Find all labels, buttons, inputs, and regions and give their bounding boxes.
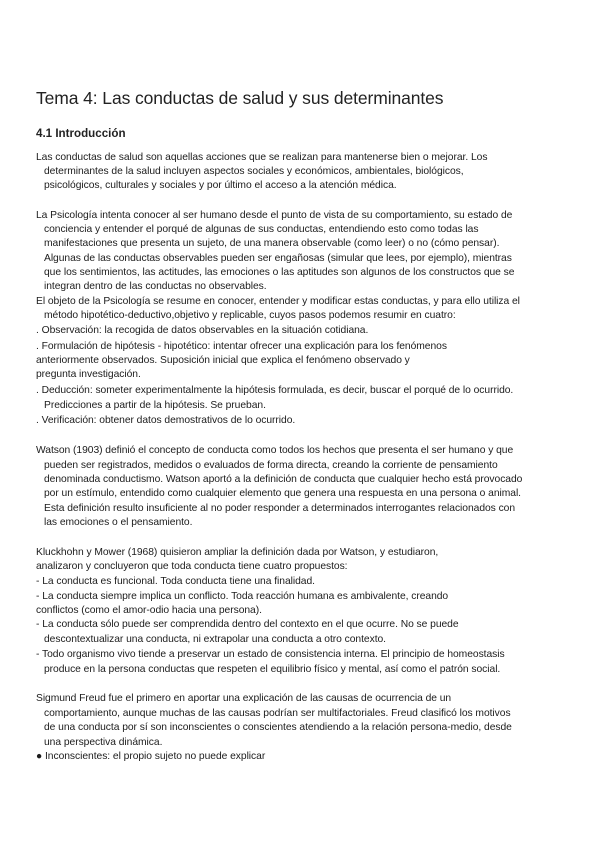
text-line: anteriormente observados. Suposición inicial que explica el fenómeno observado y <box>36 355 410 366</box>
text-line: por un estímulo, entendido como cualquier elemento que genera una respuesta en una persona o animal. <box>44 488 521 499</box>
text-line: de una conducta por sí son inconscientes o conscientes atendiendo a la relación persona-medio, desde <box>44 722 512 733</box>
text-line: Esta definición resulto insuficiente al no poder responder a determinados interrogantes relacionados con <box>44 503 516 514</box>
text-line: pregunta investigación. <box>36 369 141 380</box>
section-heading: 4.1 Introducción <box>36 127 126 140</box>
text-line: las emociones o el pensamiento. <box>44 517 193 528</box>
text-line: conflictos (como el amor-odio hacia una persona). <box>36 605 262 616</box>
text-line: denominada conductismo. Watson aportó a la definición de conducta que cualquier hecho está provocado <box>44 474 523 485</box>
text-line: Predicciones a partir de la hipótesis. Se prueban. <box>44 400 266 411</box>
text-line: manifestaciones que presenta un sujeto, de una manera observable (como leer) o no (cómo pensar). <box>44 238 500 249</box>
text-line: produce en la persona conductas que respeten el equilibrio físico y mental, así como el patrón social. <box>44 664 501 675</box>
text-line: que los sentimientos, las actitudes, las emociones o las aptitudes son algunos de los constructos que se <box>44 267 515 278</box>
text-line: conciencia y entender el porqué de algunas de sus conductas, entendiendo esto como todas las <box>44 224 479 235</box>
text-line: La Psicología intenta conocer al ser humano desde el punto de vista de su comportamiento, su estado de <box>36 210 513 221</box>
list-item: ● Inconscientes: el propio sujeto no puede explicar <box>36 751 266 762</box>
list-item: - Todo organismo vivo tiende a preservar un estado de consistencia interna. El principio de homeostasis <box>36 649 505 660</box>
list-item: . Observación: la recogida de datos observables en la situación cotidiana. <box>36 325 369 336</box>
list-item: . Formulación de hipótesis - hipotético: intentar ofrecer una explicación para los fenómenos <box>36 341 447 352</box>
page-title: Tema 4: Las conductas de salud y sus determinantes <box>36 88 444 108</box>
text-line: Kluckhohn y Mower (1968) quisieron ampliar la definición dada por Watson, y estudiaron, <box>36 547 439 558</box>
list-item: . Verificación: obtener datos demostrativos de lo ocurrido. <box>36 415 296 426</box>
list-item: - La conducta sólo puede ser comprendida dentro del contexto en el que ocurre. No se puede <box>36 619 459 630</box>
text-line: una perspectiva dinámica. <box>44 737 163 748</box>
text-line: analizaron y concluyeron que toda conducta tiene cuatro propuestos: <box>36 561 348 572</box>
text-line: Las conductas de salud son aquellas acciones que se realizan para mantenerse bien o mejorar. Los <box>36 152 488 163</box>
text-line: determinantes de la salud incluyen aspectos sociales y económicos, ambientales, biológicos, <box>44 166 464 177</box>
list-item: - La conducta es funcional. Toda conducta tiene una finalidad. <box>36 576 315 587</box>
text-line: Watson (1903) definió el concepto de conducta como todos los hechos que presenta el ser humano y que <box>36 445 514 456</box>
text-line: El objeto de la Psicología se resume en conocer, entender y modificar estas conductas, y para ello utiliza el <box>36 296 520 307</box>
list-item: - La conducta siempre implica un conflicto. Toda reacción humana es ambivalente, creando <box>36 591 449 602</box>
text-line: comportamiento, aunque muchas de las causas podrían ser multifactoriales. Freud clasificó los motivos <box>44 708 511 719</box>
text-line: descontextualizar una conducta, ni extrapolar una conducta a otro contexto. <box>44 634 386 645</box>
text-line: Algunas de las conductas observables pueden ser engañosas (simular que lees, por ejemplo), mientras <box>44 253 512 264</box>
text-line: pueden ser registrados, medidos o evaluados de forma directa, creando la corriente de pensamiento <box>44 460 498 471</box>
list-item: . Deducción: someter experimentalmente la hipótesis formulada, es decir, buscar el porqué de lo ocurrido. <box>36 385 514 396</box>
text-line: método hipotético-deductivo,objetivo y replicable, cuyos pasos podemos resumir en cuatro: <box>44 310 456 321</box>
text-line: integran dentro de las conductas no observables. <box>44 281 267 292</box>
text-line: Sigmund Freud fue el primero en aportar una explicación de las causas de ocurrencia de un <box>36 693 452 704</box>
text-line: psicológicos, culturales y sociales y por último el acceso a la atención médica. <box>44 180 397 191</box>
